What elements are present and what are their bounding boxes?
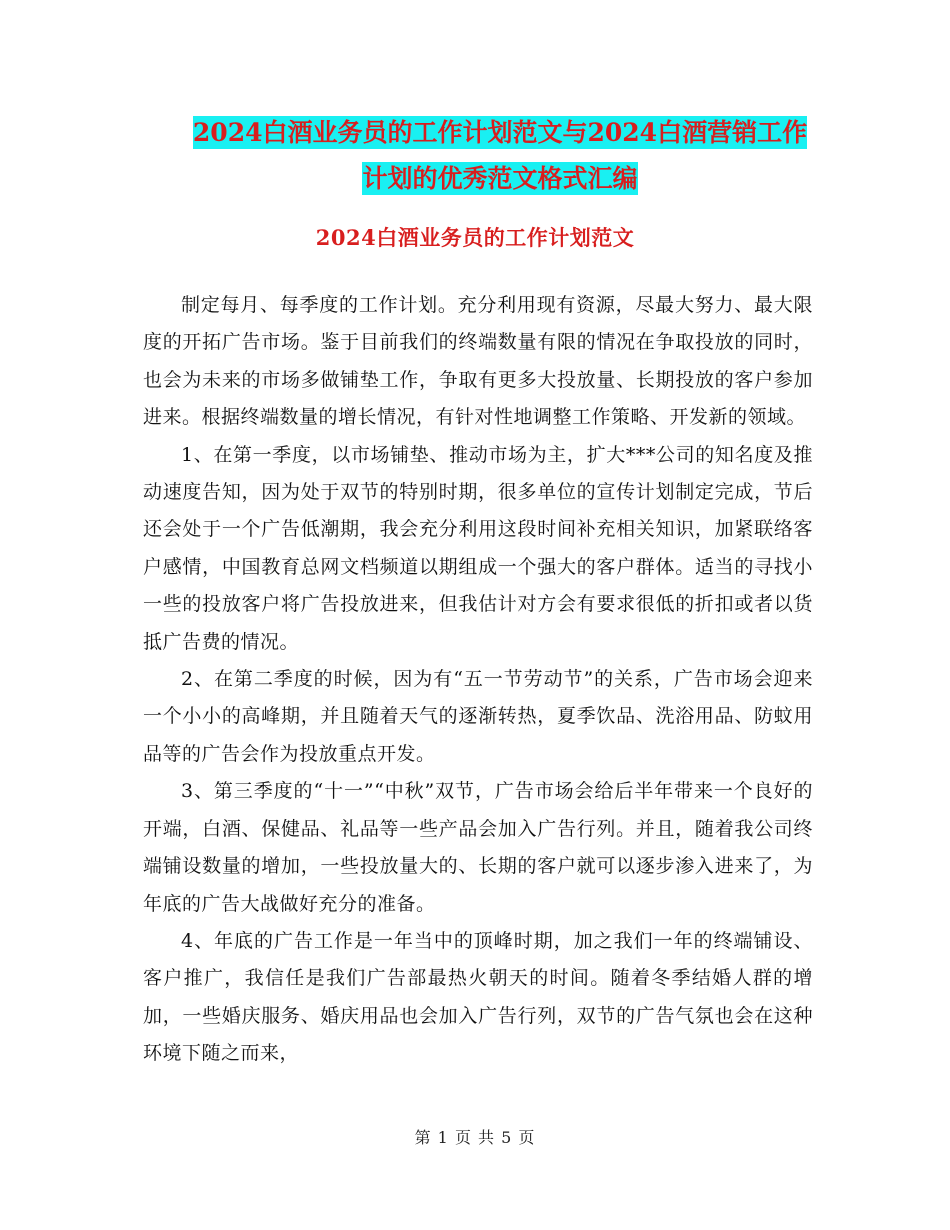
paragraph-q2: 2、在第二季度的时候，因为有“五一节劳动节”的关系，广告市场会迎来一个小小的高峰期，并且随着天气的逐渐转热，夏季饮品、洗浴用品、防蚊用品等的广告会作为投放重点开发。 xyxy=(143,668,813,765)
paragraph-intro: 制定每月、每季度的工作计划。充分利用现有资源，尽最大努力、最大限度的开拓广告市场。鉴于目前我们的终端数量有限的情况在争取投放的同时，也会为未来的市场多做铺垫工作，争取有更多大投放量、长期投放的客户参加进来。根据终端数量的增长情况，有针对性地调整工作策略、开发新的领域。 xyxy=(143,294,813,429)
document-title-line-2: 计划的优秀范文格式汇编 xyxy=(362,164,638,193)
body-text xyxy=(143,287,813,1073)
document-title-line-1: 2024白酒业务员的工作计划范文与2024白酒营销工作 xyxy=(192,118,808,147)
section-heading: 2024白酒业务员的工作计划范文 xyxy=(315,225,635,250)
page-footer: 第 1 页 共 5 页 xyxy=(414,1128,536,1147)
paragraph-q4: 4、年底的广告工作是一年当中的顶峰时期，加之我们一年的终端铺设、客户推广，我信任是我们广告部最热火朝天的时间。随着冬季结婚人群的增加，一些婚庆服务、婚庆用品也会加入广告行列，双节的广告气氛也会在这种环境下随之而来， xyxy=(143,929,813,1065)
paragraph-q3: 3、第三季度的“十一”“中秋”双节，广告市场会给后半年带来一个良好的开端，白酒、保健品、礼品等一些产品会加入广告行列。并且，随着我公司终端铺设数量的增加，一些投放量大的、长期的客户就可以逐步渗入进来了，为年底的广告大战做好充分的准备。 xyxy=(143,780,813,915)
document-title xyxy=(150,110,850,202)
paragraph-q1: 1、在第一季度，以市场铺垫、推动市场为主，扩大***公司的知名度及推动速度告知，因为处于双节的特别时期，很多单位的宣传计划制定完成，节后还会处于一个广告低潮期，我会充分利用这段时间补充相关知识，加紧联络客户感情，中国教育总网文档频道以期组成一个强大的客户群体。适当的寻找小一些的投放客户将广告投放进来，但我估计对方会有要求很低的折扣或者以货抵广告费的情况。 xyxy=(143,443,813,653)
